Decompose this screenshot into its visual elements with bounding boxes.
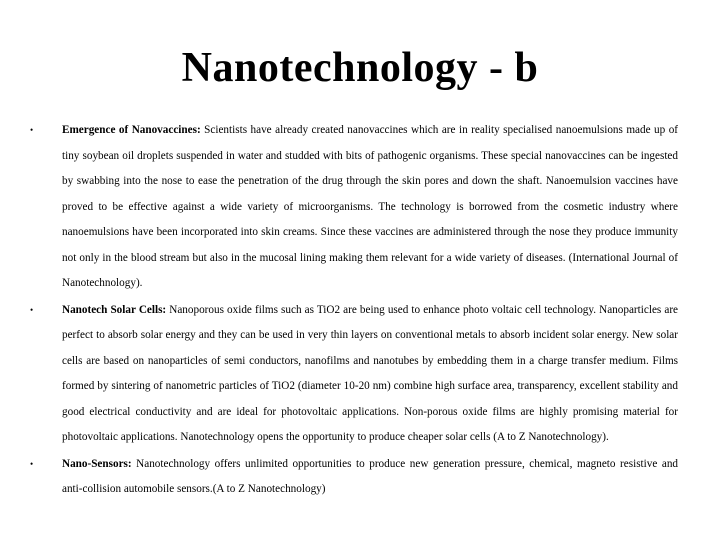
bullet-heading: Emergence of Nanovaccines: — [62, 124, 201, 136]
bullet-solar-cells — [30, 298, 678, 451]
bullet-heading: Nanotech Solar Cells: — [62, 303, 167, 316]
bullet-dot-icon: • — [30, 304, 34, 315]
bullet-dot-icon: • — [30, 125, 34, 135]
bullet-dot-icon: • — [30, 458, 34, 469]
bullet-nanovaccines — [30, 118, 678, 297]
slide-title: Nanotechnology - b — [181, 45, 539, 91]
bullet-list — [30, 118, 678, 504]
bullet-nano-sensors — [30, 452, 678, 503]
bullet-body: Nanotechnology offers unlimited opportunities to produce new generation pressure, chemical, magneto resistive and anti-collision automobile sensors.(A to Z Nanotechnology) — [62, 457, 679, 495]
bullet-body: Nanoporous oxide films such as TiO2 are being used to enhance photo voltaic cell technology. Nanoparticles are perfect to absorb solar energy and they can be used in very thin layers on conventional metals to absorb incident solar energy. New solar cells are based on nanoparticles of semi conductors, nanofilms and nanotubes by embedding them in a charge transfer medium. Films formed by sintering of nanometric particles of TiO2 (diameter 10-20 nm) combine high surface area, transparency, excellent stability and good electrical conductivity and are ideal for photovoltaic applications. Non-porous oxide films are highly promising material for photovoltaic applications. Nanotechnology opens the opportunity to produce cheaper solar cells (A to Z Nanotechnology). — [62, 303, 679, 443]
bullet-body: Scientists have already created nanovaccines which are in reality specialised nanoemulsions made up of tiny soybean oil droplets suspended in water and studded with bits of pathogenic organisms. These special nanovaccines can be ingested by swabbing into the nose to ease the penetration of the drug through the skin pores and down the shaft. Nanoemulsion vaccines have proved to be effective against a wide variety of microorganisms. The technology is borrowed from the cosmetic industry where nanoemulsions have been incorporated into skin creams. Since these vaccines are administered through the nose they produce immunity not only in the blood stream but also in the mucosal lining making them relevant for a wide variety of diseases. (International Journal of Nanotechnology). — [62, 124, 679, 289]
bullet-heading: Nano-Sensors: — [62, 457, 132, 470]
